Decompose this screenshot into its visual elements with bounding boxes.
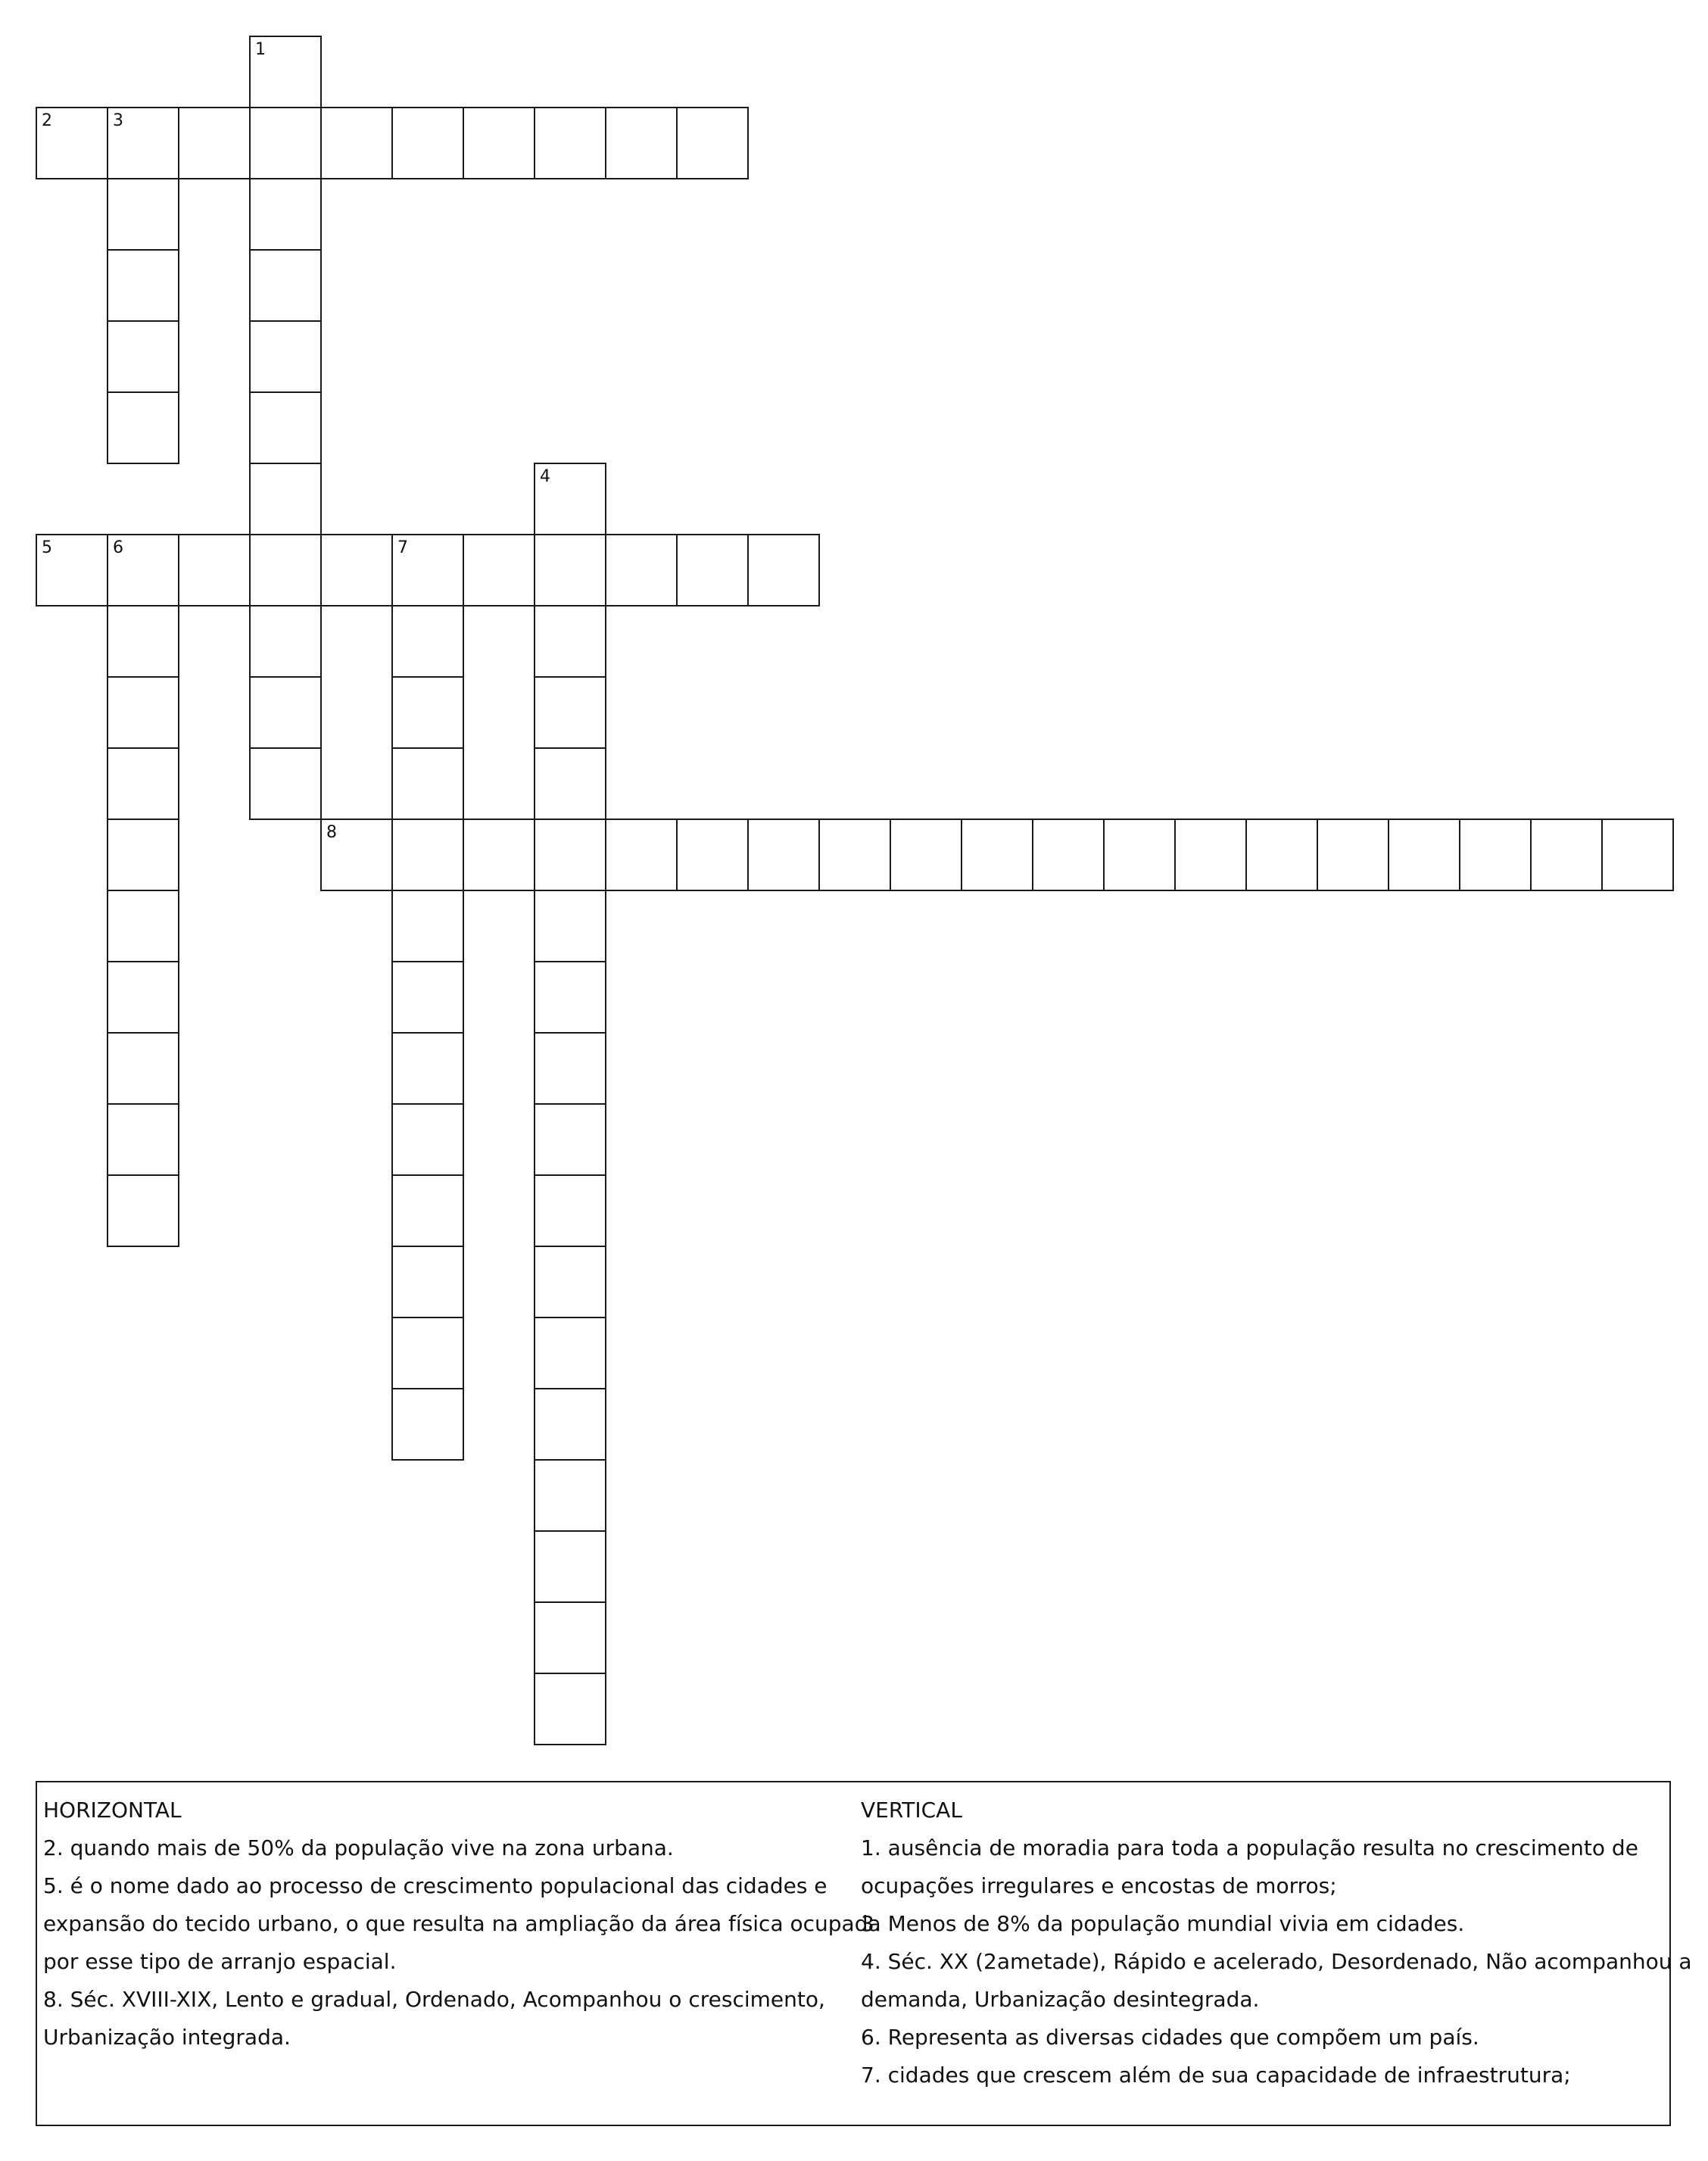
crossword-cell[interactable] <box>534 1459 606 1532</box>
crossword-cell[interactable] <box>676 107 749 179</box>
crossword-cell[interactable] <box>107 391 179 464</box>
crossword-cell[interactable] <box>107 1032 179 1105</box>
crossword-cell[interactable] <box>1103 819 1176 891</box>
crossword-cell[interactable] <box>107 320 179 393</box>
clue-number: 7 <box>397 538 408 557</box>
crossword-cell[interactable] <box>391 1246 464 1318</box>
crossword-cell[interactable] <box>534 1530 606 1603</box>
crossword-cell[interactable] <box>534 676 606 749</box>
crossword-cell[interactable] <box>391 1317 464 1389</box>
crossword-cell[interactable] <box>1388 819 1460 891</box>
crossword-cell[interactable] <box>107 819 179 891</box>
crossword-cell[interactable] <box>1601 819 1674 891</box>
clue-line: demanda, Urbanização desintegrada. <box>861 1987 1260 2012</box>
crossword-cell[interactable] <box>747 819 820 891</box>
clue-line: 6. Representa as diversas cidades que compõem um país. <box>861 2025 1479 2050</box>
crossword-cell[interactable] <box>534 1032 606 1105</box>
crossword-cell[interactable] <box>534 1103 606 1176</box>
crossword-cell[interactable] <box>1174 819 1247 891</box>
crossword-cell[interactable] <box>534 890 606 962</box>
crossword-cell[interactable] <box>534 1388 606 1461</box>
crossword-cell[interactable] <box>107 1103 179 1176</box>
clue-line: 1. ausência de moradia para toda a população resulta no crescimento de <box>861 1835 1638 1860</box>
crossword-cell[interactable] <box>1032 819 1105 891</box>
crossword-cell[interactable] <box>605 107 678 179</box>
clue-number: 6 <box>113 538 123 557</box>
crossword-cell[interactable] <box>36 107 108 179</box>
crossword-cell[interactable] <box>249 36 322 108</box>
clue-line: 7. cidades que crescem além de sua capacidade de infraestrutura; <box>861 2063 1571 2088</box>
crossword-cell[interactable] <box>534 605 606 678</box>
clue-line: por esse tipo de arranjo espacial. <box>43 1949 397 1974</box>
clue-line: 3. Menos de 8% da população mundial vivia em cidades. <box>861 1911 1465 1936</box>
crossword-cell[interactable] <box>391 676 464 749</box>
clue-number: 5 <box>42 538 52 557</box>
crossword-cell[interactable] <box>463 819 535 891</box>
horizontal-heading: HORIZONTAL <box>43 1798 182 1823</box>
crossword-cell[interactable] <box>107 534 179 607</box>
crossword-cell[interactable] <box>249 178 322 251</box>
crossword-cell[interactable] <box>249 320 322 393</box>
crossword-cell[interactable] <box>107 249 179 322</box>
crossword-cell[interactable] <box>605 819 678 891</box>
crossword-cell[interactable] <box>391 1174 464 1247</box>
crossword-cell[interactable] <box>605 534 678 607</box>
clue-line: ocupações irregulares e encostas de morros; <box>861 1873 1337 1898</box>
crossword-cell[interactable] <box>320 534 393 607</box>
crossword-cell[interactable] <box>890 819 962 891</box>
crossword-cell[interactable] <box>249 249 322 322</box>
crossword-cell[interactable] <box>747 534 820 607</box>
crossword-cell[interactable] <box>249 391 322 464</box>
crossword-cell[interactable] <box>391 819 464 891</box>
crossword-cell[interactable] <box>249 676 322 749</box>
crossword-cell[interactable] <box>107 961 179 1034</box>
crossword-cell[interactable] <box>676 819 749 891</box>
crossword-cell[interactable] <box>463 107 535 179</box>
crossword-cell[interactable] <box>107 890 179 962</box>
clue-number: 4 <box>540 467 550 486</box>
crossword-cell[interactable] <box>178 534 251 607</box>
crossword-cell[interactable] <box>249 107 322 179</box>
crossword-cell[interactable] <box>391 747 464 820</box>
crossword-cell[interactable] <box>249 747 322 820</box>
clue-number: 3 <box>113 111 123 130</box>
crossword-cell[interactable] <box>391 890 464 962</box>
crossword-cell[interactable] <box>534 819 606 891</box>
crossword-cell[interactable] <box>107 676 179 749</box>
crossword-cell[interactable] <box>676 534 749 607</box>
crossword-cell[interactable] <box>107 1174 179 1247</box>
crossword-cell[interactable] <box>36 534 108 607</box>
crossword-cell[interactable] <box>107 107 179 179</box>
crossword-cell[interactable] <box>534 961 606 1034</box>
crossword-cell[interactable] <box>534 1174 606 1247</box>
crossword-cell[interactable] <box>320 819 393 891</box>
clue-number: 2 <box>42 111 52 130</box>
crossword-cell[interactable] <box>391 534 464 607</box>
crossword-cell[interactable] <box>391 961 464 1034</box>
crossword-cell[interactable] <box>107 605 179 678</box>
crossword-cell[interactable] <box>534 1317 606 1389</box>
crossword-cell[interactable] <box>107 747 179 820</box>
crossword-cell[interactable] <box>1459 819 1532 891</box>
crossword-cell[interactable] <box>320 107 393 179</box>
crossword-cell[interactable] <box>534 1246 606 1318</box>
crossword-cell[interactable] <box>107 178 179 251</box>
crossword-cell[interactable] <box>249 605 322 678</box>
clue-number: 1 <box>255 40 266 59</box>
crossword-cell[interactable] <box>249 534 322 607</box>
crossword-cell[interactable] <box>818 819 891 891</box>
crossword-cell[interactable] <box>961 819 1033 891</box>
crossword-cell[interactable] <box>178 107 251 179</box>
crossword-cell[interactable] <box>463 534 535 607</box>
horizontal-clues <box>43 1791 881 2057</box>
crossword-cell[interactable] <box>534 107 606 179</box>
crossword-cell[interactable] <box>391 107 464 179</box>
crossword-cell[interactable] <box>534 1601 606 1674</box>
clue-line: Urbanização integrada. <box>43 2025 291 2050</box>
crossword-cell[interactable] <box>534 747 606 820</box>
crossword-cell[interactable] <box>534 1673 606 1745</box>
crossword-cell[interactable] <box>391 1388 464 1461</box>
crossword-cell[interactable] <box>1245 819 1318 891</box>
crossword-cell[interactable] <box>1317 819 1389 891</box>
clue-line: 5. é o nome dado ao processo de crescimento populacional das cidades e <box>43 1873 828 1898</box>
crossword-cell[interactable] <box>391 605 464 678</box>
clue-line: 4. Séc. XX (2ametade), Rápido e acelerado, Desordenado, Não acompanhou a <box>861 1949 1692 1974</box>
crossword-cell[interactable] <box>391 1032 464 1105</box>
crossword-cell[interactable] <box>534 463 606 535</box>
crossword-cell[interactable] <box>249 463 322 535</box>
clues-box <box>36 1781 1692 2126</box>
vertical-heading: VERTICAL <box>861 1798 962 1823</box>
vertical-clues <box>861 1791 1692 2094</box>
crossword-cell[interactable] <box>534 534 606 607</box>
clue-line: expansão do tecido urbano, o que resulta na ampliação da área física ocupada <box>43 1911 881 1936</box>
crossword-cell[interactable] <box>1530 819 1603 891</box>
clue-number: 8 <box>326 823 337 842</box>
clue-line: 8. Séc. XVIII-XIX, Lento e gradual, Ordenado, Acompanhou o crescimento, <box>43 1987 825 2012</box>
crossword-cell[interactable] <box>391 1103 464 1176</box>
clue-line: 2. quando mais de 50% da população vive na zona urbana. <box>43 1835 674 1860</box>
